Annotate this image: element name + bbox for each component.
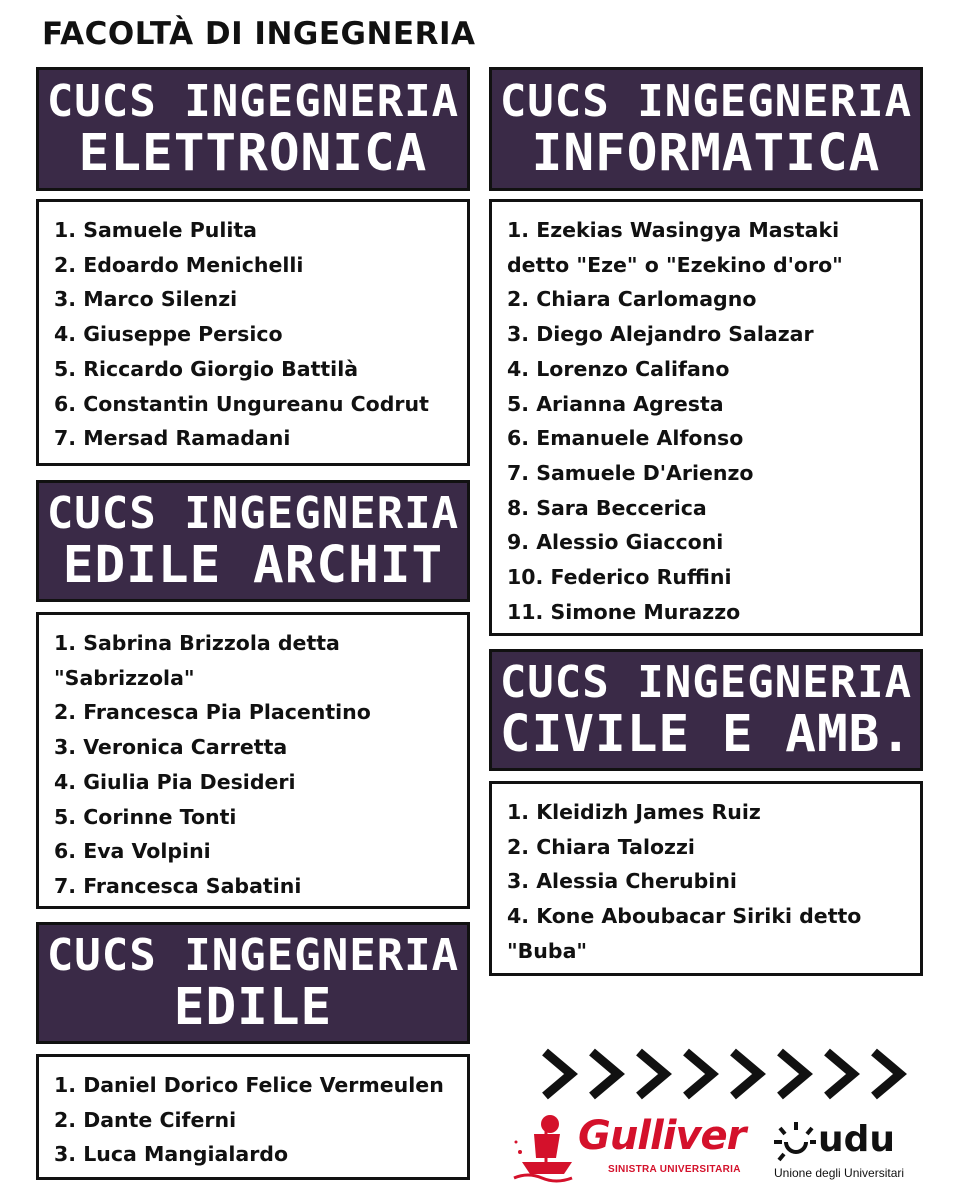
candidate-item: 7. Mersad Ramadani xyxy=(54,426,291,451)
header-elettronica-line1: CUCS INGEGNERIA xyxy=(46,75,460,127)
candidate-item: 11. Simone Murazzo xyxy=(507,599,741,624)
header-elettronica-line2: ELETTRONICA xyxy=(78,123,428,183)
header-civile-amb-line1: CUCS INGEGNERIA xyxy=(499,656,913,708)
gulliver-tagline: SINISTRA UNIVERSITARIA xyxy=(608,1164,741,1175)
candidate-item: 4. Giuseppe Persico xyxy=(54,322,283,347)
candidate-item: 1. Kleidizh James Ruiz xyxy=(507,800,761,824)
candidate-item: 3. Marco Silenzi xyxy=(54,287,238,312)
candidate-item: 3. Luca Mangialardo xyxy=(54,1142,289,1167)
candidate-item: 7. Samuele D'Arienzo xyxy=(507,460,754,485)
candidate-item: 6. Eva Volpini xyxy=(54,839,211,864)
candidate-item: 1. Ezekias Wasingya Mastaki xyxy=(507,218,840,242)
candidate-item: 5. Arianna Agresta xyxy=(507,391,724,416)
gulliver-logo xyxy=(512,1112,748,1184)
candidate-item: 5. Riccardo Giorgio Battilà xyxy=(54,356,359,381)
header-informatica-line1: CUCS INGEGNERIA xyxy=(499,75,913,127)
header-edile-archit-line1: CUCS INGEGNERIA xyxy=(46,487,460,539)
udu-name: udu xyxy=(818,1119,896,1160)
candidate-item: 2. Chiara Carlomagno xyxy=(507,287,757,312)
header-edile-line1: CUCS INGEGNERIA xyxy=(46,929,460,981)
candidate-item: 3. Veronica Carretta xyxy=(54,735,288,760)
candidate-item: 6. Constantin Ungureanu Codrut xyxy=(54,391,429,416)
header-informatica-line2: INFORMATICA xyxy=(531,123,881,183)
candidate-item: 2. Edoardo Menichelli xyxy=(54,252,304,277)
candidate-item: 3. Alessia Cherubini xyxy=(507,869,737,894)
chevron-right-icon xyxy=(772,1046,816,1102)
udu-logo xyxy=(770,1118,930,1184)
chevron-right-icon xyxy=(866,1046,910,1102)
header-civile-amb-line2: CIVILE E AMB. xyxy=(499,704,913,764)
candidate-item: "Sabrizzola" xyxy=(54,665,195,690)
list-edile-archit xyxy=(36,612,470,909)
list-informatica xyxy=(489,199,923,636)
candidate-item: 3. Diego Alejandro Salazar xyxy=(507,322,814,347)
gulliver-name: Gulliver xyxy=(578,1113,746,1159)
header-edile-archit-line2: EDILE ARCHIT xyxy=(62,535,444,595)
candidate-item: 1. Sabrina Brizzola detta xyxy=(54,631,340,655)
header-informatica xyxy=(489,67,923,191)
header-edile-line2: EDILE xyxy=(173,977,333,1037)
candidate-item: "Buba" xyxy=(507,938,588,963)
header-edile xyxy=(36,922,470,1044)
chevron-right-icon xyxy=(819,1046,863,1102)
chevron-right-icon xyxy=(537,1046,581,1102)
list-civile-amb xyxy=(489,781,923,976)
page-title: FACOLTÀ DI INGEGNERIA xyxy=(42,16,476,52)
candidate-item: 7. Francesca Sabatini xyxy=(54,873,302,898)
chevron-arrows xyxy=(537,1046,910,1102)
candidate-item: 8. Sara Beccerica xyxy=(507,495,707,520)
header-civile-amb xyxy=(489,649,923,771)
candidate-item: 6. Emanuele Alfonso xyxy=(507,426,744,451)
chevron-right-icon xyxy=(725,1046,769,1102)
chevron-right-icon xyxy=(678,1046,722,1102)
candidate-item: 10. Federico Ruffini xyxy=(507,565,732,590)
candidate-item: 4. Giulia Pia Desideri xyxy=(54,769,296,794)
ship-icon xyxy=(512,1112,582,1184)
list-elettronica xyxy=(36,199,470,466)
candidate-item: detto "Eze" o "Ezekino d'oro" xyxy=(507,252,843,277)
candidate-item: 4. Lorenzo Califano xyxy=(507,356,730,381)
candidate-item: 4. Kone Aboubacar Siriki detto xyxy=(507,904,862,929)
list-edile xyxy=(36,1054,470,1180)
candidate-item: 2. Dante Ciferni xyxy=(54,1107,237,1132)
sun-icon xyxy=(772,1118,818,1164)
udu-tagline: Unione degli Universitari xyxy=(774,1166,905,1180)
candidate-item: 2. Francesca Pia Placentino xyxy=(54,700,371,725)
chevron-right-icon xyxy=(631,1046,675,1102)
candidate-item: 2. Chiara Talozzi xyxy=(507,834,695,859)
candidate-item: 1. Daniel Dorico Felice Vermeulen xyxy=(54,1073,444,1097)
header-elettronica xyxy=(36,67,470,191)
candidate-item: 5. Corinne Tonti xyxy=(54,804,237,829)
header-edile-archit xyxy=(36,480,470,602)
candidate-item: 9. Alessio Giacconi xyxy=(507,530,724,555)
chevron-right-icon xyxy=(584,1046,628,1102)
candidate-item: 1. Samuele Pulita xyxy=(54,218,258,242)
